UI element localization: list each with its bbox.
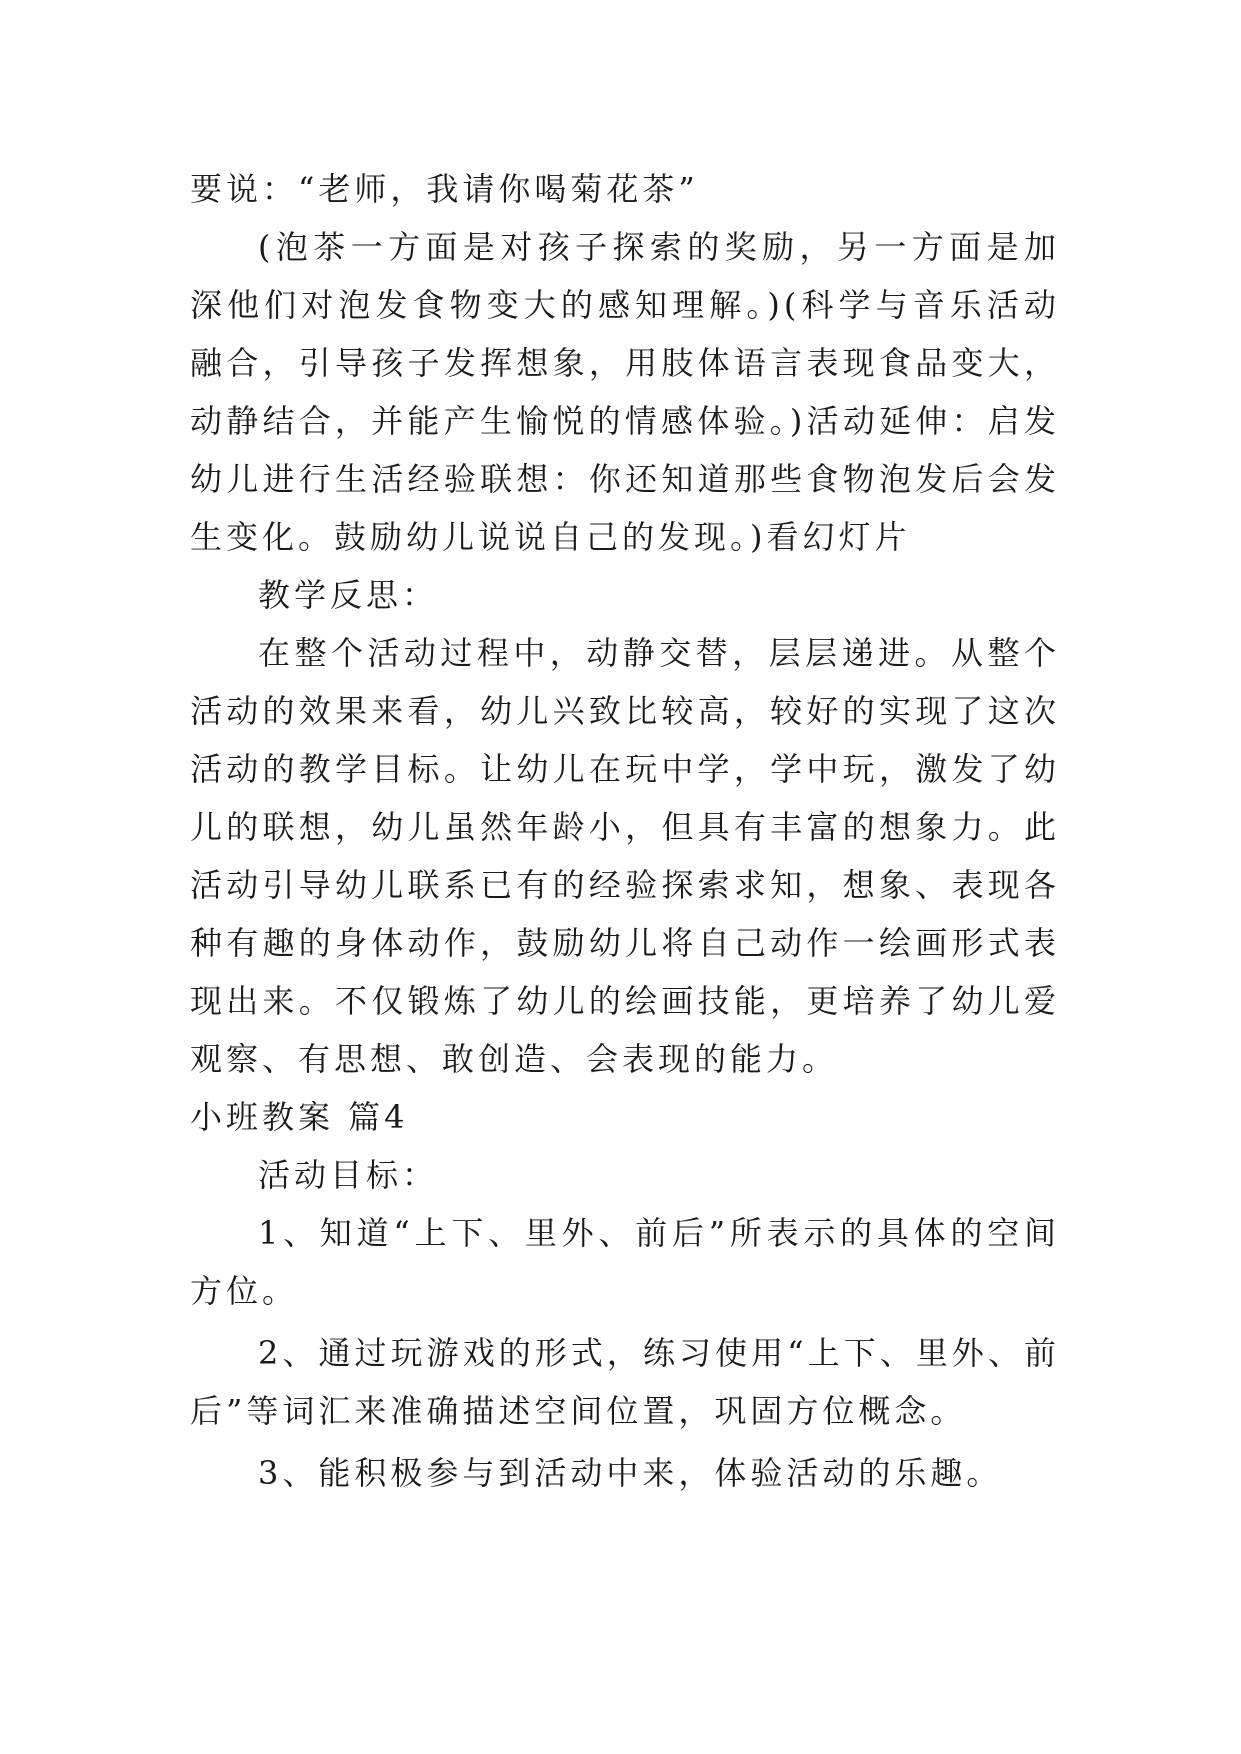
goal-item-3: 3、能积极参与到活动中来，体验活动的乐趣。 [258,1454,1003,1492]
goal-item-1: 1、知道“上下、里外、前后”所表示的具体的空间方位。 [190,1214,1060,1310]
paragraph-quote: 要说：“老师，我请你喝菊花茶” [190,170,699,208]
section-title: 小班教案 篇4 [190,1098,409,1136]
goals-label: 活动目标： [258,1156,439,1194]
paragraph-reflection-body: 在整个活动过程中，动静交替，层层递进。从整个活动的效果来看，幼儿兴致比较高，较好的实现了这次活动的教学目标。让幼儿在玩中学，学中玩，激发了幼儿的联想，幼儿虽然年龄小，但具有丰富的想象力。此活动引导幼儿联系已有的经验探索求知，想象、表现各种有趣的身体动作，鼓励幼儿将自己动作一绘画形式表现出来。不仅锻炼了幼儿的绘画技能，更培养了幼儿爱观察、有思想、敢创造、会表现的能力。 [190,634,1060,1078]
goal-item-2: 2、通过玩游戏的形式，练习使用“上下、里外、前后”等词汇来准确描述空间位置，巩固方位概念。 [190,1334,1060,1430]
paragraph-tea-explanation: (泡茶一方面是对孩子探索的奖励，另一方面是加深他们对泡发食物变大的感知理解。)(科学与音乐活动融合，引导孩子发挥想象，用肢体语言表现食品变大，动静结合，并能产生愉悦的情感体验。)活动延伸：启发幼儿进行生活经验联想：你还知道那些食物泡发后会发生变化。鼓励幼儿说说自己的发现。)看幻灯片 [190,228,1060,556]
paragraph-reflection-label: 教学反思： [258,576,439,614]
document-page [190,160,1060,1502]
